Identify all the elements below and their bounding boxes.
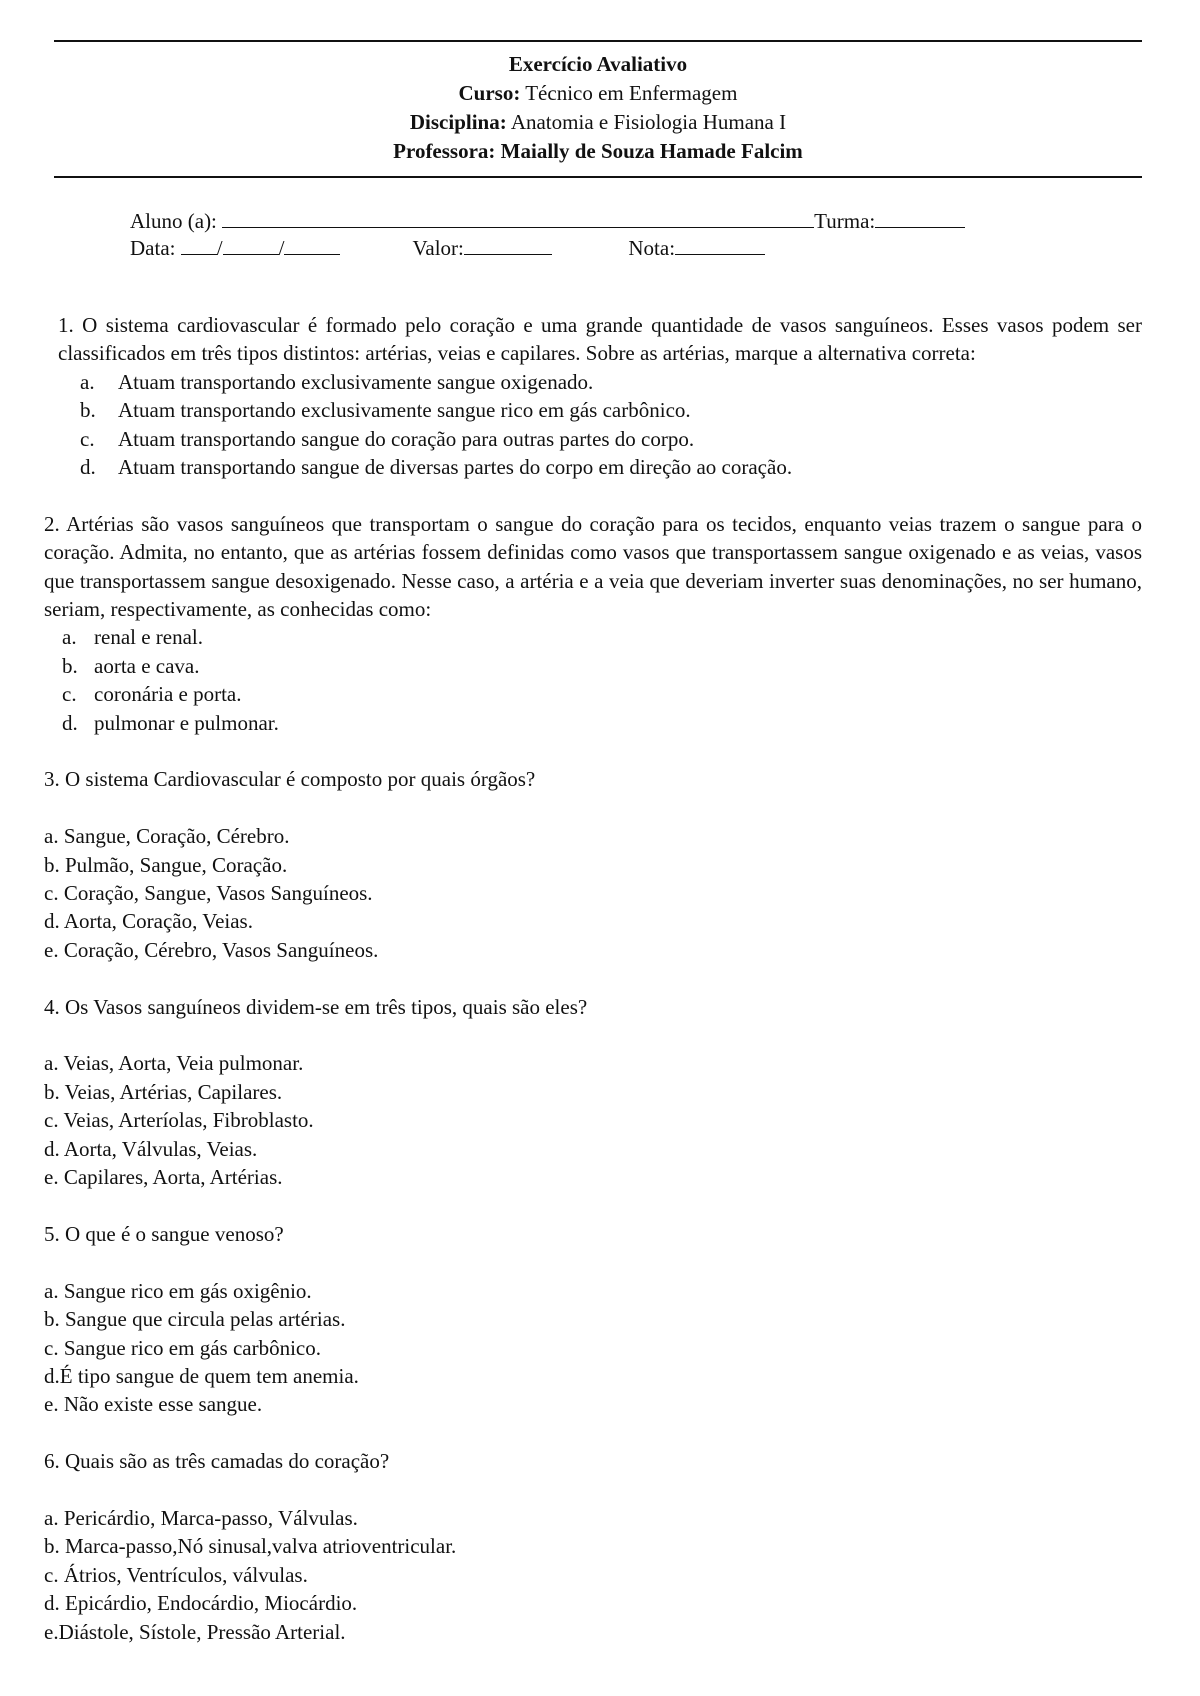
course-value: Técnico em Enfermagem — [520, 81, 738, 105]
option-d[interactable]: d. Aorta, Coração, Veias. — [44, 909, 253, 934]
option-b[interactable]: b. Marca-passo,Nó sinusal,valva atrioventricular. — [44, 1534, 457, 1559]
option-c[interactable]: c. Átrios, Ventrículos, válvulas. — [44, 1562, 308, 1587]
option-a[interactable]: a. Atuam transportando exclusivamente sangue oxigenado. — [80, 369, 594, 394]
option-e[interactable]: e. Não existe esse sangue. — [44, 1392, 263, 1417]
option-b[interactable]: b. Veias, Artérias, Capilares. — [44, 1079, 283, 1104]
header-top-rule — [54, 40, 1142, 42]
date-separator: / — [278, 236, 285, 260]
value-label: Valor: — [412, 236, 464, 260]
option-a[interactable]: a. Sangue, Coração, Cérebro. — [44, 824, 290, 849]
date-row — [130, 235, 965, 262]
option-d[interactable]: d. Aorta, Válvulas, Veias. — [44, 1136, 258, 1161]
option-e[interactable]: e.Diástole, Sístole, Pressão Arterial. — [44, 1619, 346, 1644]
question-text: 1. O sistema cardiovascular é formado pelo coração e uma grande quantidade de vasos sanguíneos. Esses vasos podem ser classificados em três tipos distintos: artérias, veias e capilares. Sobre as artérias, marque a alternativa correta: — [58, 313, 1142, 366]
option-c[interactable]: c. Coração, Sangue, Vasos Sanguíneos. — [44, 881, 373, 906]
question-text: 6. Quais são as três camadas do coração? — [44, 1449, 390, 1474]
question-text: 3. O sistema Cardiovascular é composto por quais órgãos? — [44, 767, 536, 792]
option-e[interactable]: e. Capilares, Aorta, Artérias. — [44, 1165, 283, 1190]
student-name-blank[interactable] — [222, 210, 814, 228]
class-blank[interactable] — [875, 210, 965, 228]
date-day-blank[interactable] — [181, 237, 217, 255]
question-6 — [44, 1447, 1142, 1646]
question-4 — [44, 993, 1142, 1192]
exam-title: Exercício Avaliativo — [508, 52, 688, 76]
option-c[interactable]: c. Veias, Arteríolas, Fibroblasto. — [44, 1108, 314, 1133]
header-bottom-rule — [54, 176, 1142, 178]
option-d[interactable]: d.É tipo sangue de quem tem anemia. — [44, 1363, 359, 1388]
option-b[interactable]: b. Pulmão, Sangue, Coração. — [44, 852, 288, 877]
discipline-label: Disciplina: — [409, 110, 507, 134]
option-e[interactable]: e. Coração, Cérebro, Vasos Sanguíneos. — [44, 937, 379, 962]
option-b[interactable]: b. Atuam transportando exclusivamente sangue rico em gás carbônico. — [80, 398, 691, 423]
teacher-line: Professora: Maially de Souza Hamade Falcim — [393, 139, 803, 163]
discipline-line — [54, 108, 1142, 137]
question-3 — [44, 765, 1142, 964]
student-name-row — [130, 208, 965, 235]
question-text: 2. Artérias são vasos sanguíneos que transportam o sangue do coração para os tecidos, enquanto veias trazem o sangue para o coração. Admita, no entanto, que as artérias fossem definidas como vasos que transportassem sangue oxigenado e as veias, vasos que transportassem sangue desoxigenado. Nesse caso, a artéria e a veia que deveriam inverter suas denominações, no ser humano, seriam, respectivamente, as conhecidas como: — [44, 511, 1142, 622]
date-separator: / — [216, 236, 223, 260]
option-c[interactable]: c. Atuam transportando sangue do coração para outras partes do corpo. — [80, 426, 695, 451]
student-fields — [130, 208, 965, 262]
option-d[interactable]: d. Epicárdio, Endocárdio, Miocárdio. — [44, 1591, 358, 1616]
course-line — [54, 79, 1142, 108]
question-2 — [44, 510, 1142, 737]
option-d[interactable]: d. Atuam transportando sangue de diversas partes do corpo em direção ao coração. — [80, 455, 793, 480]
option-a[interactable]: a. renal e renal. — [62, 625, 204, 650]
question-text: 4. Os Vasos sanguíneos dividem-se em três tipos, quais são eles? — [44, 994, 588, 1019]
option-d[interactable]: d. pulmonar e pulmonar. — [62, 710, 279, 735]
option-a[interactable]: a. Veias, Aorta, Veia pulmonar. — [44, 1051, 304, 1076]
option-c[interactable]: c. Sangue rico em gás carbônico. — [44, 1335, 321, 1360]
question-text: 5. O que é o sangue venoso? — [44, 1221, 284, 1246]
questions — [44, 311, 1142, 1646]
option-b[interactable]: b. Sangue que circula pelas artérias. — [44, 1307, 346, 1332]
date-month-blank[interactable] — [223, 237, 279, 255]
date-year-blank[interactable] — [284, 237, 340, 255]
question-1 — [44, 311, 1142, 481]
option-a[interactable]: a. Sangue rico em gás oxigênio. — [44, 1278, 312, 1303]
date-label: Data: — [130, 236, 176, 260]
option-b[interactable]: b. aorta e cava. — [62, 653, 200, 678]
value-blank[interactable] — [464, 237, 552, 255]
grade-label: Nota: — [628, 236, 676, 260]
options-list — [44, 623, 1142, 737]
option-a[interactable]: a. Pericárdio, Marca-passo, Válvulas. — [44, 1505, 358, 1530]
option-c[interactable]: c. coronária e porta. — [62, 682, 242, 707]
course-label: Curso: — [458, 81, 521, 105]
student-label: Aluno (a): — [130, 209, 217, 233]
grade-blank[interactable] — [675, 237, 765, 255]
options-list — [58, 368, 1142, 482]
class-label: Turma: — [814, 209, 876, 233]
question-5 — [44, 1220, 1142, 1419]
exam-header — [54, 50, 1142, 166]
discipline-value: Anatomia e Fisiologia Humana I — [506, 110, 787, 134]
